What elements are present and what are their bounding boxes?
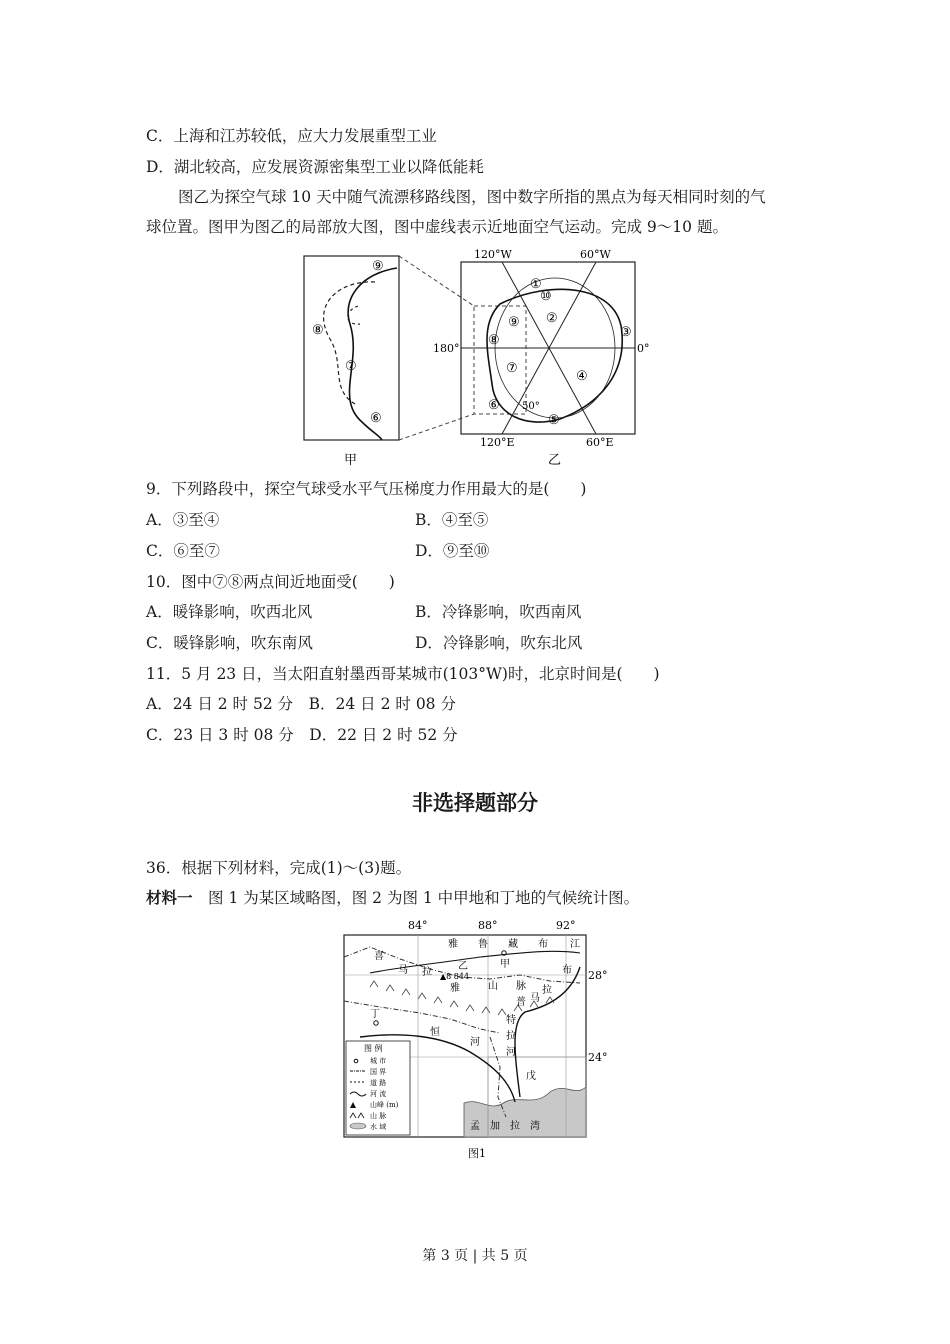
q10-option-c: C．暖锋影响，吹东南风 xyxy=(146,634,313,652)
panel-jia-wind-2 xyxy=(348,306,360,324)
q11-options-cd: C．23 日 3 时 08 分 D．22 日 2 时 52 分 xyxy=(146,726,458,744)
jia-marker-6: ⑥ xyxy=(370,411,382,426)
jia-marker-9: ⑨ xyxy=(372,259,384,274)
map-caption: 图1 xyxy=(468,1147,486,1160)
question-9: 9．下列路段中，探空气球受水平气压梯度力作用最大的是( ) xyxy=(146,480,587,498)
lon-180: 180° xyxy=(433,342,460,355)
brahmaputra-char-2: 拉 xyxy=(542,985,552,996)
yi-marker-10: ⑩ xyxy=(540,289,552,304)
region-map-figure xyxy=(330,917,615,1165)
option-c-prev: C．上海和江苏较低，应大力发展重型工业 xyxy=(146,127,437,145)
jia-marker-7: ⑦ xyxy=(345,359,357,374)
brahmaputra-char-5: 特 xyxy=(506,1015,516,1026)
q11-options-ab: A．24 日 2 时 52 分 B．24 日 2 时 08 分 xyxy=(146,695,456,713)
bay-label: 孟 加 拉 湾 xyxy=(470,1121,540,1132)
lat-50: 50° xyxy=(522,401,540,412)
connector-top xyxy=(399,256,474,306)
option-d-prev: D．湖北较高，应发展资源密集型工业以降低能耗 xyxy=(146,158,484,176)
q9-option-c: C．⑥至⑦ xyxy=(146,542,220,560)
brahmaputra-char-7: 河 xyxy=(506,1047,516,1058)
intro-line-1: 图乙为探空气球 10 天中随气流漂移路线图，图中数字所指的黑点为每天相同时刻的气 xyxy=(178,188,766,206)
question-10: 10．图中⑦⑧两点间近地面受( ) xyxy=(146,573,395,591)
material-one xyxy=(146,887,639,909)
panel-yi-label: 乙 xyxy=(548,453,562,468)
himalaya-char-1: 喜 xyxy=(374,951,384,962)
page-footer: 第 3 页 | 共 5 页 xyxy=(422,1248,528,1264)
lon-120e: 120°E xyxy=(480,436,515,449)
legend-city: 城 市 xyxy=(370,1057,387,1065)
balloon-drift-figure xyxy=(300,244,650,470)
legend-border: 国 界 xyxy=(370,1068,387,1076)
brahmaputra-char-4: 普 xyxy=(516,997,526,1008)
lon-60w: 60°W xyxy=(580,248,611,261)
label-ding: 丁 xyxy=(370,1009,380,1020)
map-lon-88: 88° xyxy=(478,919,498,932)
lon-0: 0° xyxy=(637,342,650,355)
legend-road: 道 路 xyxy=(370,1079,387,1087)
river-char-2: 鲁 xyxy=(478,939,488,950)
map-lat-24: 24° xyxy=(588,1051,608,1064)
question-36: 36．根据下列材料，完成(1)～(3)题。 xyxy=(146,859,412,877)
panel-jia-label: 甲 xyxy=(344,453,358,468)
map-lon-84: 84° xyxy=(408,919,428,932)
lon-60e: 60°E xyxy=(586,436,614,449)
himalaya-char-4: 雅 xyxy=(450,983,460,994)
brahmaputra-char-3: 马 xyxy=(530,993,540,1004)
section-title: 非选择题部分 xyxy=(412,791,538,815)
intro-line-2: 球位置。图甲为图乙的局部放大图，图中虚线表示近地面空气运动。完成 9～10 题。 xyxy=(146,218,728,236)
lon-120w: 120°W xyxy=(474,248,512,261)
q9-option-b: B．④至⑤ xyxy=(415,511,489,529)
brahmaputra-char-1: 布 xyxy=(562,965,572,976)
q9-option-a: A．③至④ xyxy=(146,511,220,529)
brahmaputra-char-6: 拉 xyxy=(506,1031,516,1042)
himalaya-char-3: 拉 xyxy=(422,967,432,978)
label-wu: 戊 xyxy=(526,1071,536,1082)
legend-peak: 山峰 (m) xyxy=(370,1101,399,1109)
label-jia: 甲 xyxy=(500,959,510,970)
ganges-char-1: 恒 xyxy=(430,1027,440,1038)
yi-marker-1: ① xyxy=(530,277,542,292)
legend-water: 水 域 xyxy=(370,1123,387,1131)
legend-water-symbol xyxy=(350,1123,366,1129)
legend-river: 河 流 xyxy=(370,1090,387,1098)
yi-marker-9: ⑨ xyxy=(508,315,520,330)
yi-marker-8: ⑧ xyxy=(488,333,500,348)
himalaya-char-6: 脉 xyxy=(516,981,526,992)
yi-marker-7: ⑦ xyxy=(506,361,518,376)
map-lon-92: 92° xyxy=(556,919,576,932)
q10-option-a: A．暖锋影响，吹西北风 xyxy=(146,603,313,621)
peak-elevation: ▲8 844 xyxy=(440,972,470,981)
river-char-5: 江 xyxy=(570,939,580,950)
q10-option-d: D．冷锋影响，吹东北风 xyxy=(415,634,583,652)
label-yi: 乙 xyxy=(458,961,468,972)
yi-marker-5: ⑤ xyxy=(548,413,560,428)
river-char-4: 布 xyxy=(538,939,548,950)
river-char-3: 藏 xyxy=(508,939,518,950)
panel-jia-frame xyxy=(304,256,399,440)
legend-mountain: 山 脉 xyxy=(370,1112,387,1120)
question-11: 11．5 月 23 日，当太阳直射墨西哥某城市(103°W)时，北京时间是( ) xyxy=(146,665,660,683)
material-label: 材料一 xyxy=(146,889,193,907)
q10-option-b: B．冷锋影响，吹西南风 xyxy=(415,603,582,621)
yi-marker-2: ② xyxy=(546,311,558,326)
yi-marker-3: ③ xyxy=(620,325,632,340)
jia-marker-8: ⑧ xyxy=(312,323,324,338)
legend-title: 图 例 xyxy=(364,1044,383,1053)
river-char-1: 雅 xyxy=(448,939,458,950)
connector-bottom xyxy=(399,414,474,440)
yi-marker-6: ⑥ xyxy=(488,398,500,413)
legend-box xyxy=(346,1041,410,1135)
yi-marker-4: ④ xyxy=(576,369,588,384)
q9-option-d: D．⑨至⑩ xyxy=(415,542,490,560)
map-lat-28: 28° xyxy=(588,969,608,982)
himalaya-char-5: 山 xyxy=(488,981,498,992)
ganges-char-2: 河 xyxy=(470,1037,480,1048)
material-text: 图 1 为某区域略图，图 2 为图 1 中甲地和丁地的气候统计图。 xyxy=(192,889,640,907)
himalaya-char-2: 马 xyxy=(398,965,408,976)
panel-yi-track xyxy=(487,289,622,422)
